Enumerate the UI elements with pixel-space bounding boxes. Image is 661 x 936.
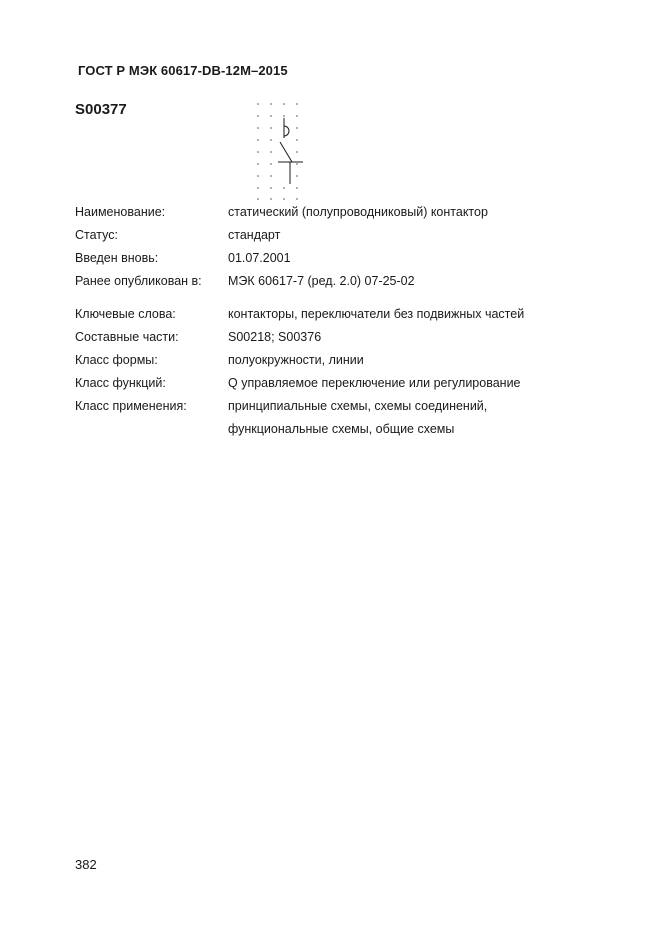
classification-value: Q управляемое переключение или регулирование [228, 376, 521, 390]
grid-dots [257, 103, 298, 200]
property-value: МЭК 60617-7 (ред. 2.0) 07-25-02 [228, 274, 415, 288]
property-label: Статус: [75, 228, 118, 242]
property-value: стандарт [228, 228, 281, 242]
property-label: Наименование: [75, 205, 166, 219]
classification-value: полуокружности, линии [228, 353, 364, 367]
classification-label: Класс применения: [75, 399, 187, 413]
classification-value: контакторы, переключатели без подвижных частей [228, 307, 525, 321]
classification-value: принципиальные схемы, схемы соединений, [228, 399, 488, 413]
classification-label: Класс формы: [75, 353, 158, 367]
classification-row [75, 397, 615, 420]
property-value: 01.07.2001 [228, 251, 291, 265]
property-row [75, 272, 615, 295]
classification-label: Ключевые слова: [75, 307, 176, 321]
symbol-code: S00377 [75, 101, 127, 118]
section-spacer [75, 295, 615, 305]
property-row [75, 249, 615, 272]
classification-row [75, 328, 615, 351]
switch-blade-line [280, 142, 292, 162]
classification-row [75, 374, 615, 397]
properties-table [75, 203, 615, 443]
classification-row [75, 305, 615, 328]
classification-value: функциональные схемы, общие схемы [228, 422, 455, 436]
property-label: Введен вновь: [75, 251, 159, 265]
classification-label: Составные части: [75, 330, 179, 344]
classification-value: S00218; S00376 [228, 330, 322, 344]
classification-row [75, 351, 615, 374]
property-row [75, 203, 615, 226]
page-number: 382 [75, 857, 97, 872]
semicircle-contact [284, 126, 289, 136]
property-label: Ранее опубликован в: [75, 274, 202, 288]
classification-row-continuation [75, 420, 615, 443]
classification-label: Класс функций: [75, 376, 166, 390]
document-header: ГОСТ Р МЭК 60617-DB-12M–2015 [78, 63, 288, 78]
classification-label [75, 420, 228, 443]
static-contactor-symbol-icon [250, 98, 312, 204]
property-row [75, 226, 615, 249]
property-value: статический (полупроводниковый) контактор [228, 205, 488, 219]
